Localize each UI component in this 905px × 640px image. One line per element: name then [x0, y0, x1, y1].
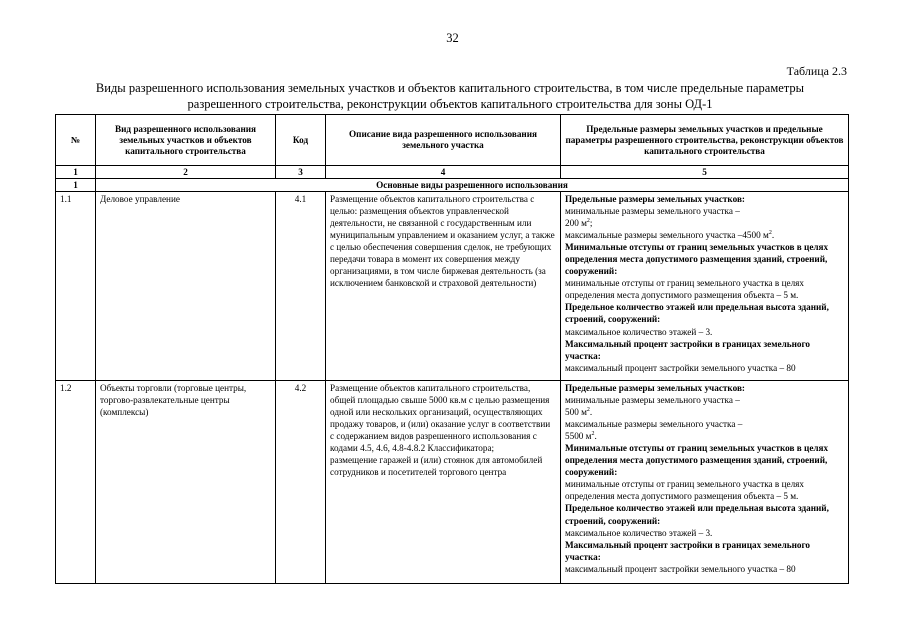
- limits-min-size-value: 200 $м^2$;: [565, 218, 593, 229]
- table-row: [56, 381, 849, 584]
- section-number: 1: [56, 179, 96, 192]
- section-title: Основные виды разрешенного использования: [96, 179, 849, 192]
- table-label: Таблица 2.3: [786, 64, 847, 78]
- limits-setback-title: Минимальные отступы от границ земельных участков в целях определения места допустимого размещения зданий, строений, сооружений:: [565, 242, 829, 277]
- limits-floors-text: максимальное количество этажей – 3.: [565, 527, 713, 538]
- section-row: [56, 179, 849, 192]
- col-number: 5: [561, 166, 849, 179]
- header-type: Вид разрешенного использования земельных участков и объектов капитального строительства: [96, 115, 276, 166]
- header-desc: Описание вида разрешенного использования земельного участка: [326, 115, 561, 166]
- row-limits: [561, 192, 849, 381]
- limits-size-title: Предельные размеры земельных участков:: [565, 194, 745, 204]
- limits-setback-text: минимальные отступы от границ земельного участка в целях определения места допустимого размещения объекта – 5 м.: [565, 479, 804, 502]
- limits-floors-title: Предельное количество этажей или предельная высота зданий, строений, сооружений:: [565, 302, 829, 325]
- row-number: 1.1: [56, 192, 96, 381]
- limits-coverage-text: максимальный процент застройки земельного участка – 80: [565, 362, 796, 373]
- limits-coverage-title: Максимальный процент застройки в границах земельного участка:: [565, 539, 811, 562]
- header-row: [56, 115, 849, 166]
- limits-min-size-value: 500 $м^2$.: [565, 407, 593, 418]
- row-description-main: Размещение объектов капитального строительства, общей площадью свыше 5000 кв.м с целью размещения одной или нескольких организаций, осуществляющих продажу товаров, и (или) оказание услуг в соответствии с содержанием видов разрешенного использования с кодами 4.5, 4.6, 4.8-4.8.2 Классификатора;: [330, 383, 551, 454]
- limits-floors-text: максимальное количество этажей – 3.: [565, 326, 713, 337]
- col-number: 4: [326, 166, 561, 179]
- limits-min-size-label: минимальные размеры земельного участка –: [565, 395, 740, 406]
- limits-setback-title: Минимальные отступы от границ земельных участков в целях определения места допустимого размещения зданий, строений, сооружений:: [565, 443, 829, 478]
- limits-min-size-label: минимальные размеры земельного участка –: [565, 206, 740, 217]
- col-number: 1: [56, 166, 96, 179]
- caption-line-2: разрешенного строительства, реконструкции объектов капитального строительства для зоны ОД-1: [187, 97, 713, 111]
- col-number: 3: [276, 166, 326, 179]
- row-code: 4.1: [276, 192, 326, 381]
- limits-max-size: максимальные размеры земельного участка –4500 $м^2$.: [565, 230, 775, 241]
- table-caption: [60, 80, 840, 112]
- page-number: 32: [446, 31, 459, 45]
- row-code: 4.2: [276, 381, 326, 584]
- row-description: Размещение объектов капитального строительства с целью: размещения объектов управленческой деятельности, не связанной с государственным или муниципальным управлением и оказанием услуг, а также с целью обеспечения совершения сделок, не требующих передачи товара в момент их совершения между организациями, в том числе биржевая деятельность (за исключением банковской и страховой деятельности): [326, 192, 561, 381]
- row-limits: [561, 381, 849, 584]
- header-limits: Предельные размеры земельных участков и предельные параметры разрешенного строительства, реконструкции объектов капитального строительства: [561, 115, 849, 166]
- header-num: №: [56, 115, 96, 166]
- limits-setback-text: минимальные отступы от границ земельного участка в целях определения места допустимого размещения объекта – 5 м.: [565, 278, 804, 301]
- limits-coverage-title: Максимальный процент застройки в границах земельного участка:: [565, 338, 811, 361]
- row-number: 1.2: [56, 381, 96, 584]
- row-use-type: Деловое управление: [96, 192, 276, 381]
- limits-max-size-label: максимальные размеры земельного участка –: [565, 419, 743, 430]
- col-number: 2: [96, 166, 276, 179]
- limits-coverage-text: максимальный процент застройки земельного участка – 80: [565, 563, 796, 574]
- limits-floors-title: Предельное количество этажей или предельная высота зданий, строений, сооружений:: [565, 503, 829, 526]
- row-use-type: Объекты торговли (торговые центры, торгово-развлекательные центры (комплексы): [96, 381, 276, 584]
- limits-size-title: Предельные размеры земельных участков:: [565, 383, 745, 393]
- land-use-table: [55, 114, 849, 584]
- row-description: [326, 381, 561, 584]
- caption-line-1: Виды разрешенного использования земельных участков и объектов капитального строительства, в том числе предельные параметры: [95, 81, 805, 95]
- row-description-extra: размещение гаражей и (или) стоянок для автомобилей сотрудников и посетителей торгового центра: [330, 455, 543, 478]
- table-row: [56, 192, 849, 381]
- column-numbers-row: [56, 166, 849, 179]
- limits-max-size-value: 5500 $м^2$.: [565, 431, 597, 442]
- header-code: Код: [276, 115, 326, 166]
